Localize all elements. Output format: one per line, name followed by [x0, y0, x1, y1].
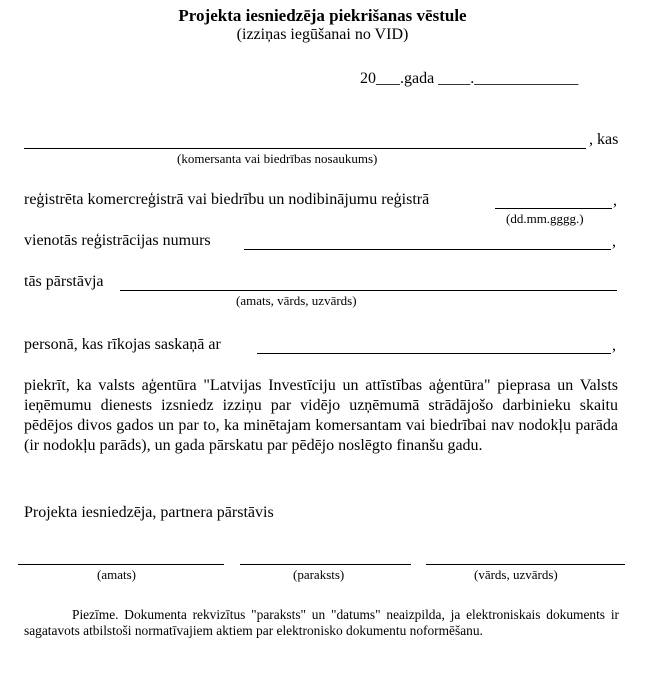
signature-caption: (paraksts): [293, 567, 345, 582]
consent-paragraph: piekrīt, ka valsts aģentūra "Latvijas Investīciju un attīstības aģentūra" pieprasa un Valsts ieņēmumu dienests izsniedz izziņu par vidējo uzņēmumā strādājošo darbinieku skaitu pēdējos divos gados un par to, ka minētajam komersantam vai biedrībai nav nodokļu parāda (ir nodokļu parāds), un gada pārskatu par pēdējo noslēgto finanšu gadu.: [24, 377, 618, 454]
date-month-blank[interactable]: _____________: [474, 70, 579, 87]
acting-basis-field[interactable]: [257, 353, 611, 354]
name-field[interactable]: [426, 564, 625, 565]
acting-comma: ,: [612, 337, 616, 354]
position-caption: (amats): [97, 567, 136, 582]
representative-caption: (amats, vārds, uzvārds): [236, 293, 357, 308]
company-suffix: , kas: [589, 131, 619, 148]
document-subtitle: (izziņas iegūšanai no VID): [236, 26, 409, 43]
reg-number-field[interactable]: [244, 249, 611, 250]
acting-label: personā, kas rīkojas saskaņā ar: [24, 336, 221, 353]
reg-number-label: vienotās reģistrācijas numurs: [24, 232, 211, 249]
date-year-prefix: 20: [360, 70, 376, 87]
registration-date-caption: (dd.mm.gggg.): [506, 211, 584, 226]
position-field[interactable]: [18, 564, 224, 565]
date-day-blank[interactable]: ____: [438, 70, 471, 87]
name-caption: (vārds, uzvārds): [474, 567, 558, 582]
registered-comma: ,: [613, 192, 617, 209]
signature-field[interactable]: [240, 564, 411, 565]
representative-label: tās pārstāvja: [24, 273, 104, 290]
date-year-blank[interactable]: ___: [376, 70, 400, 87]
date-year-suffix: .gada: [400, 70, 435, 87]
note-paragraph: Piezīme. Dokumenta rekvizītus "paraksts" un "datums" neaizpilda, ja elektroniskais dokuments ir sagatavots atbilstoši normatīvajiem aktiem par elektronisko dokumentu noformēšanu.: [24, 607, 619, 638]
registration-date-field[interactable]: [495, 208, 612, 209]
date-line: [360, 70, 578, 88]
representative-field[interactable]: [120, 290, 617, 291]
company-name-field[interactable]: [24, 148, 586, 149]
company-caption: (komersanta vai biedrības nosaukums): [177, 151, 378, 166]
date-dot: .: [470, 70, 475, 87]
document-title: Projekta iesniedzēja piekrišanas vēstule: [178, 6, 467, 25]
reg-number-comma: ,: [612, 233, 616, 250]
registered-text: reģistrēta komercreģistrā vai biedrību un nodibinājumu reģistrā: [24, 191, 430, 208]
signatory-label: Projekta iesniedzēja, partnera pārstāvis: [24, 504, 274, 521]
